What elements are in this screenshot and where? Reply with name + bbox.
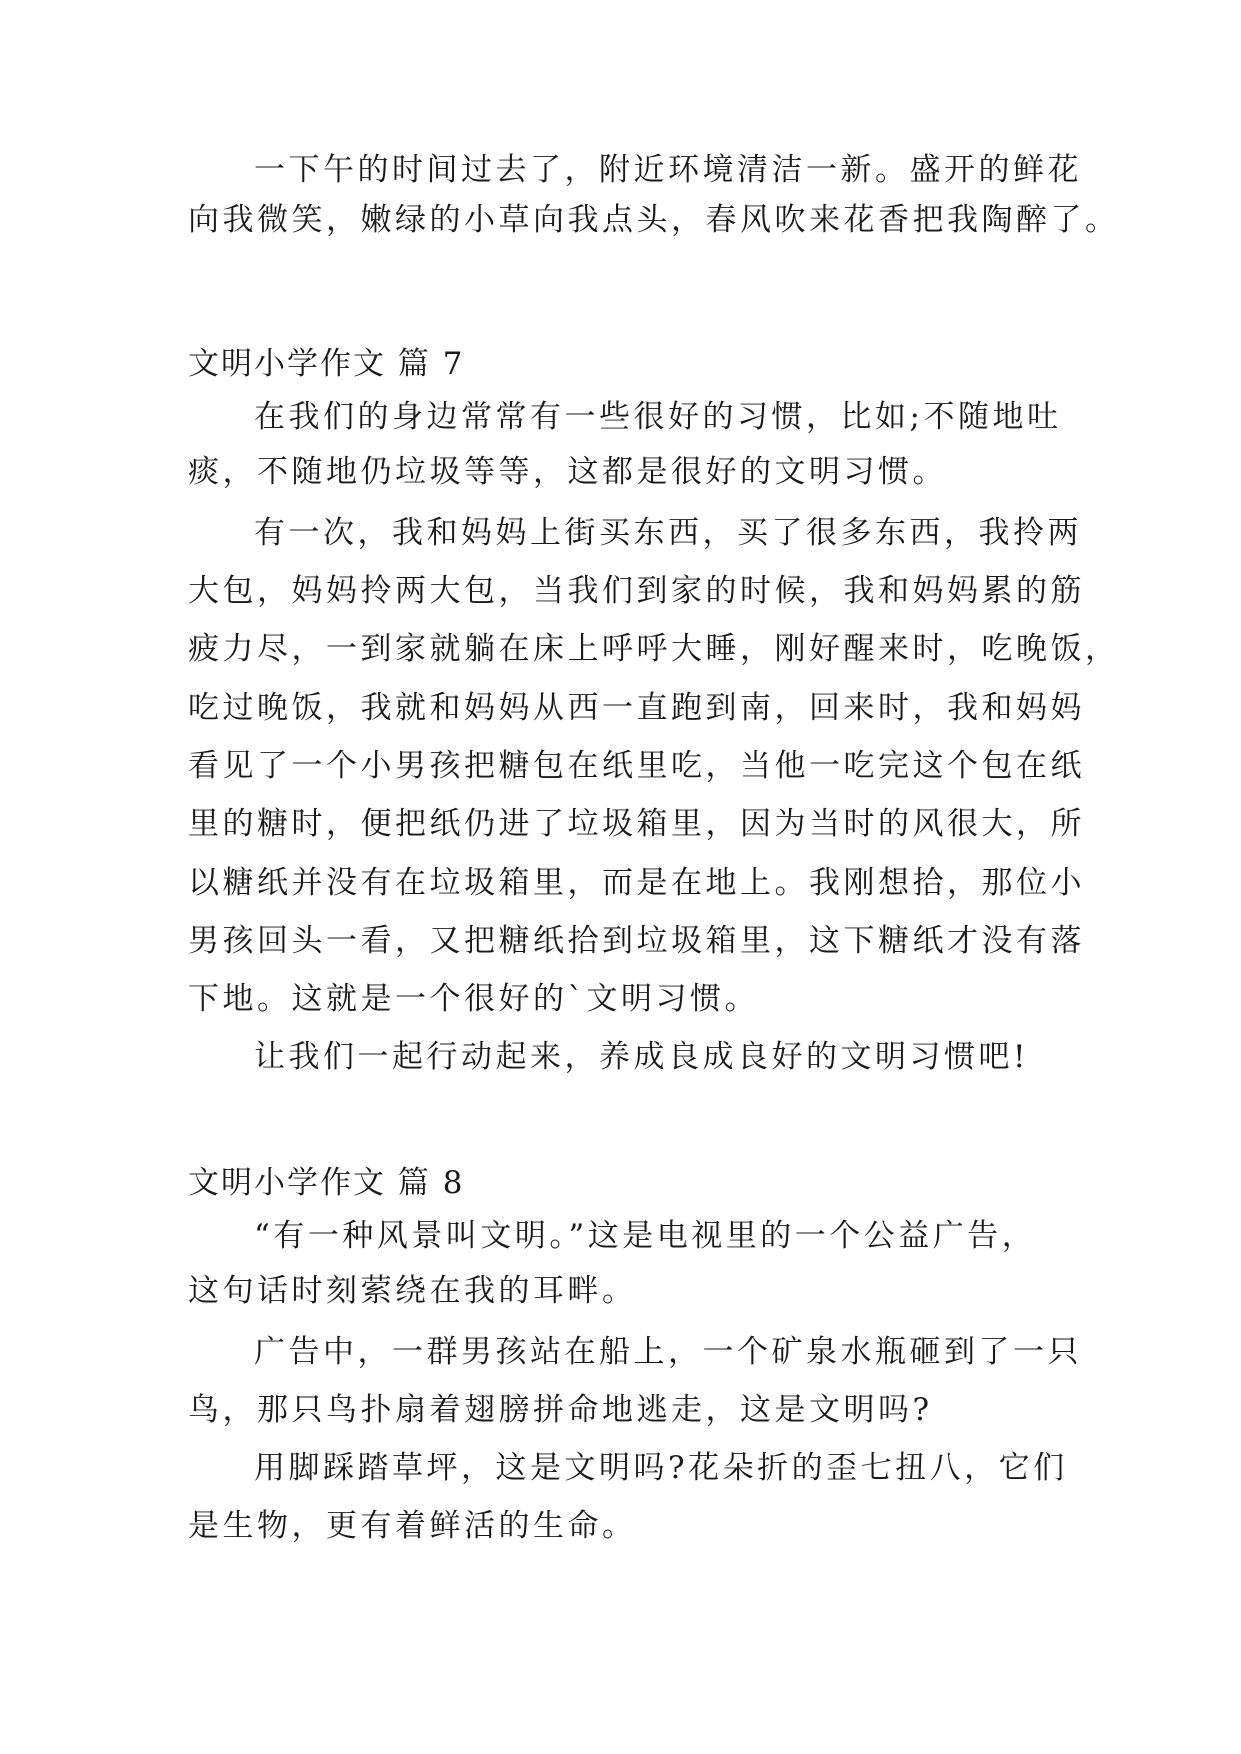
section-8-p3-line-2: 是生物，更有着鲜活的生命。: [188, 1508, 637, 1544]
section-8-p1-line-1: “有一种风景叫文明。”这是电视里的一个公益广告，: [254, 1218, 1037, 1254]
section-7-p2-line-3: 疲力尽，一到家就躺在床上呼呼大睡，刚好醒来时，吃晚饭，: [188, 631, 1120, 667]
section-7-p2-line-2: 大包，妈妈拎两大包，当我们到家的时候，我和妈妈累的筋: [188, 573, 1085, 609]
section-7-p1-line-2: 痰，不随地仍垃圾等等，这都是很好的文明习惯。: [188, 454, 947, 490]
section-8-p1-line-2: 这句话时刻萦绕在我的耳畔。: [188, 1273, 637, 1309]
section-7-p2-line-9: 下地。这就是一个很好的`文明习惯。: [188, 981, 759, 1017]
section-7-p3-line-1: 让我们一起行动起来，养成良成良好的文明习惯吧!: [254, 1039, 1029, 1075]
section-7-p1-line-1: 在我们的身边常常有一些很好的习惯，比如;不随地吐: [254, 399, 1062, 435]
section-8-p2-line-2: 鸟，那只鸟扑扇着翅膀拼命地逃走，这是文明吗?: [188, 1392, 933, 1428]
section-7-title: 文明小学作文 篇 7: [188, 346, 465, 382]
section-7-p2-line-6: 里的糖时，便把纸仍进了垃圾箱里，因为当时的风很大，所: [188, 806, 1085, 842]
section-7-p2-line-1: 有一次，我和妈妈上街买东西，买了很多东西，我拎两: [254, 515, 1082, 551]
section-8-p3-line-1: 用脚踩踏草坪，这是文明吗?花朵折的歪七扭八，它们: [254, 1450, 1068, 1486]
section-7-p2-line-8: 男孩回头一看，又把糖纸拾到垃圾箱里，这下糖纸才没有落: [188, 923, 1085, 959]
section-7-p2-line-7: 以糖纸并没有在垃圾箱里，而是在地上。我刚想拾，那位小: [188, 865, 1085, 901]
intro-line-1: 一下午的时间过去了，附近环境清洁一新。盛开的鲜花: [254, 152, 1082, 188]
section-8-p2-line-1: 广告中，一群男孩站在船上，一个矿泉水瓶砸到了一只: [254, 1334, 1082, 1370]
section-8-title: 文明小学作文 篇 8: [188, 1165, 465, 1201]
section-7-p2-line-4: 吃过晚饭，我就和妈妈从西一直跑到南，回来时，我和妈妈: [188, 690, 1085, 726]
intro-line-2: 向我微笑，嫩绿的小草向我点头，春风吹来花香把我陶醉了。: [188, 202, 1120, 238]
section-7-p2-line-5: 看见了一个小男孩把糖包在纸里吃，当他一吃完这个包在纸: [188, 748, 1085, 784]
